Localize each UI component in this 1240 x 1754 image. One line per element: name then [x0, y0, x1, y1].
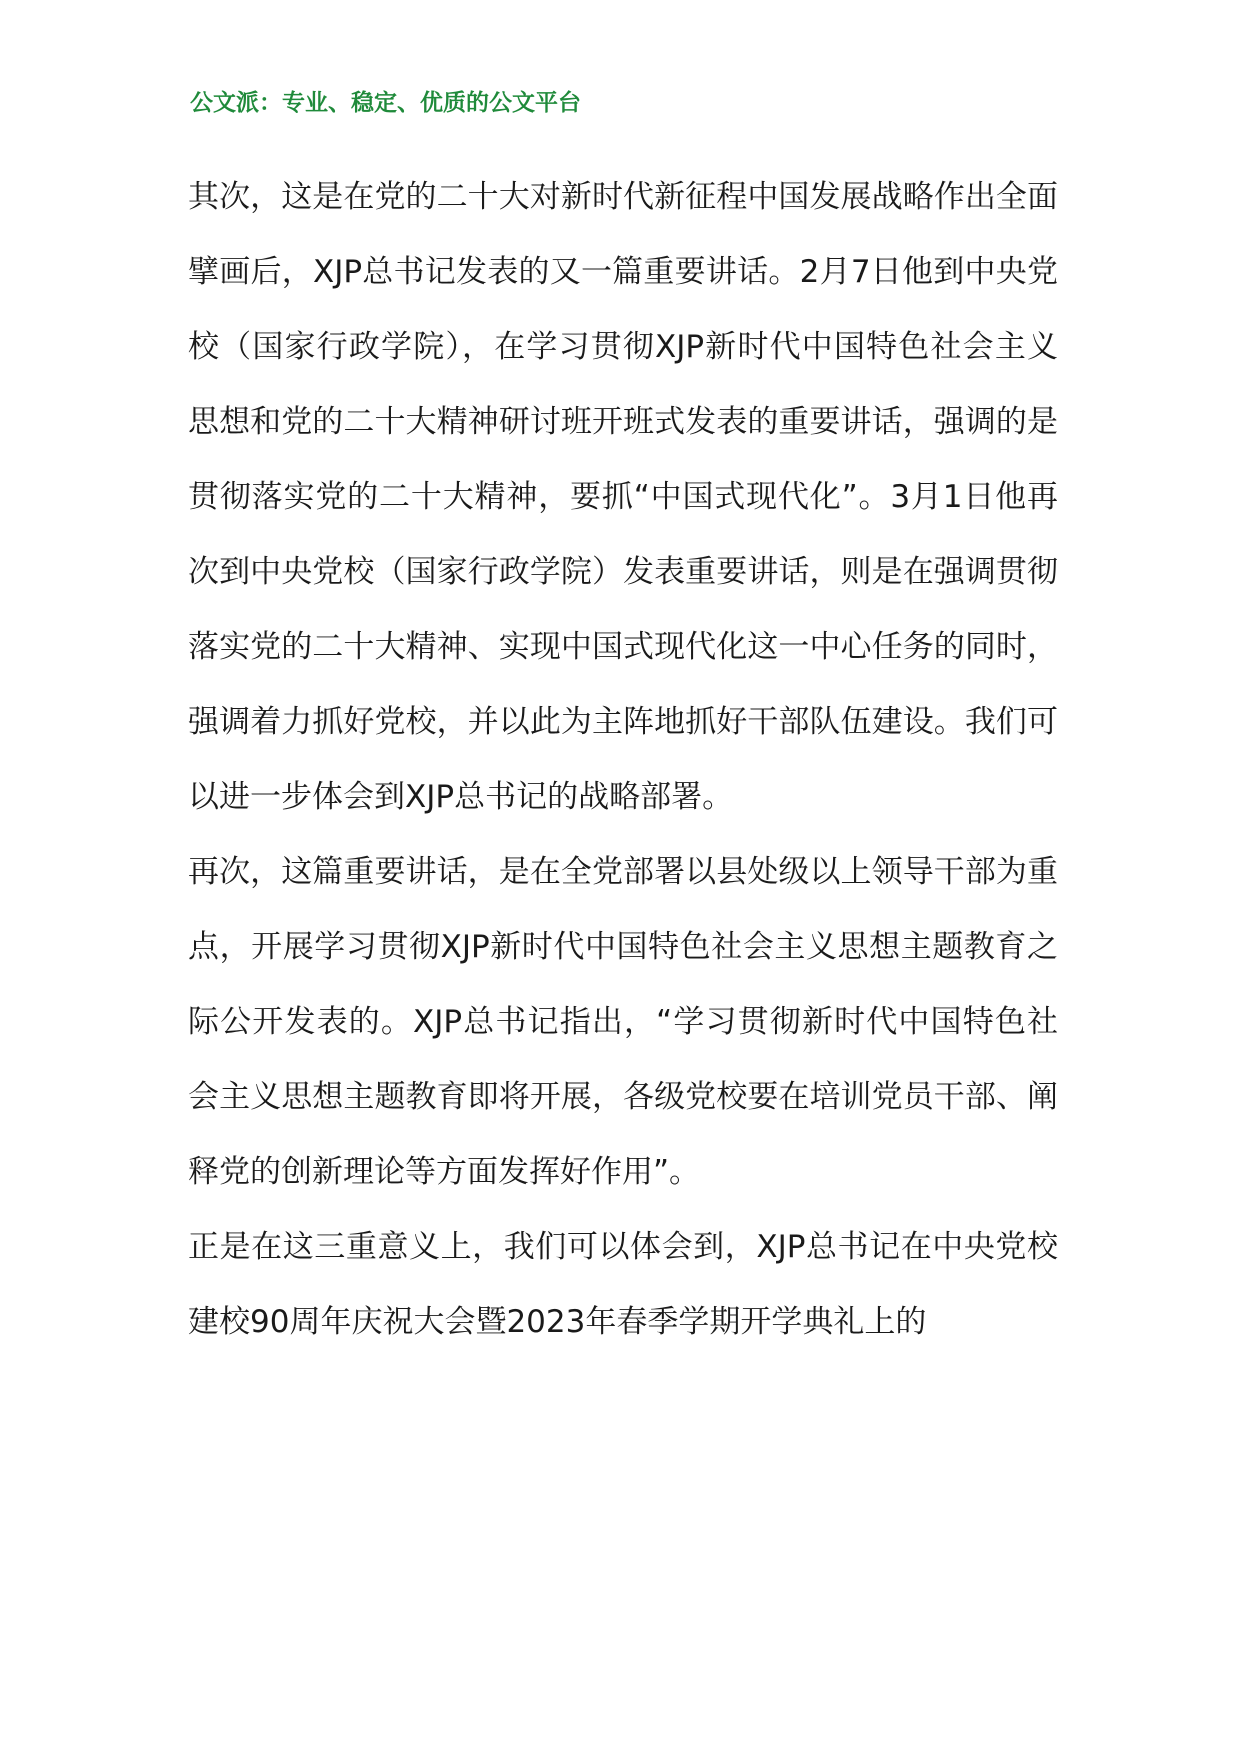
paragraph-1: 其次，这是在党的二十大对新时代新征程中国发展战略作出全面擘画后，XJP总书记发表的又一篇重要讲话。2月7日他到中央党校（国家行政学院），在学习贯彻XJP新时代中国特色社会主义思想和党的二十大精神研讨班开班式发表的重要讲话，强调的是贯彻落实党的二十大精神，要抓“中国式现代化”。3月1日他再次到中央党校（国家行政学院）发表重要讲话，则是在强调贯彻落实党的二十大精神、实现中国式现代化这一中心任务的同时，强调着力抓好党校，并以此为主阵地抓好干部队伍建设。我们可以进一步体会到XJP总书记的战略部署。 [188, 179, 1058, 815]
document-body [188, 160, 1058, 1360]
paragraph-3: 正是在这三重意义上，我们可以体会到，XJP总书记在中央党校建校90周年庆祝大会暨2023年春季学期开学典礼上的 [188, 1229, 1058, 1340]
paragraph-2: 再次，这篇重要讲话，是在全党部署以县处级以上领导干部为重点，开展学习贯彻XJP新时代中国特色社会主义思想主题教育之际公开发表的。XJP总书记指出，“学习贯彻新时代中国特色社会主义思想主题教育即将开展，各级党校要在培训党员干部、阐释党的创新理论等方面发挥好作用”。 [188, 854, 1058, 1190]
header-banner: 公文派：专业、稳定、优质的公文平台 [190, 90, 581, 116]
